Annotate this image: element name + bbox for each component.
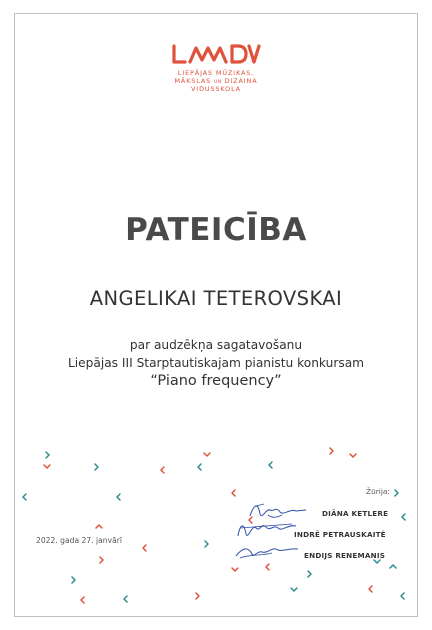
certificate-body [0,336,432,390]
logo-line-2: MĀKSLAS UN DIZAINA [174,76,258,85]
certificate-page [14,13,418,617]
juror-name: ENDIJS RENEMANIS [304,551,386,560]
certificate-title: PATEICĪBA [125,212,307,248]
juror-name: INDRĒ PETRAUSKAITĖ [294,530,386,539]
juror-name: DIĀNA KETLERE [322,509,389,518]
logo-line-3: VIDUSSKOLA [191,85,241,94]
signature-2 [234,518,300,540]
body-line-1: par audzēkņa sagatavošanu [129,338,303,352]
event-name: “Piano frequency” [150,373,282,389]
recipient-name: ANGELIKAI TETEROVSKAI [89,287,343,310]
signature-3 [232,540,302,562]
logo-mark-icon [170,42,262,66]
certificate-date: 2022. gada 27. janvārī [36,536,122,545]
body-line-2: Liepājas III Starptautiskajam pianistu konkursam [67,356,365,370]
logo-line-1: LIEPĀJAS MŪZIKAS, [177,69,255,77]
school-logo [0,42,432,94]
jury-label: Žūrija: [366,487,390,496]
